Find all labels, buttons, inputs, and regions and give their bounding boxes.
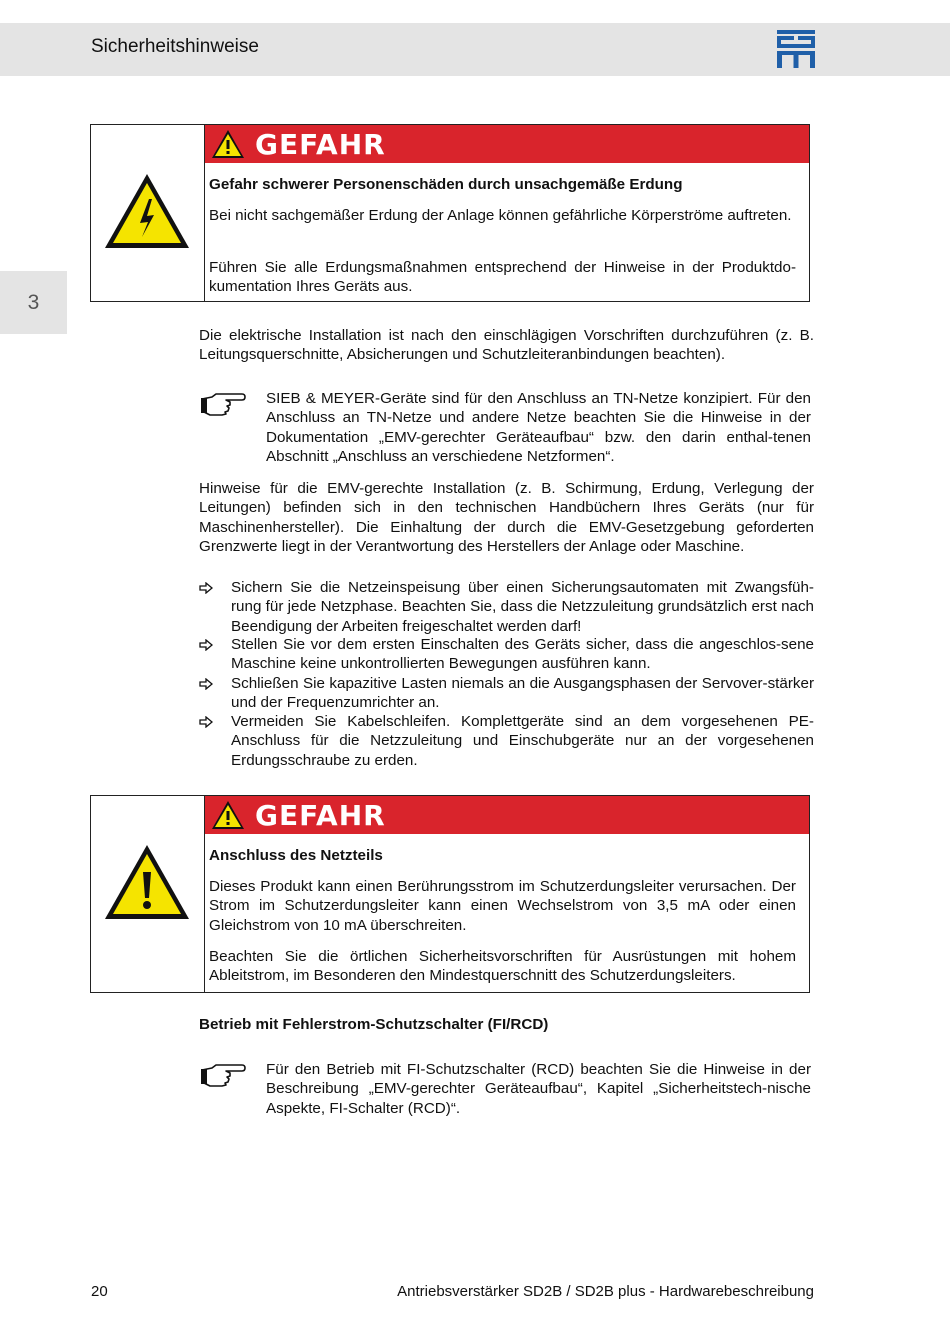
sieb-meyer-logo-icon: [777, 30, 815, 68]
danger-title: Gefahr schwerer Personenschäden durch unsachgemäße Erdung: [209, 176, 683, 193]
arrow-right-icon: [199, 678, 213, 690]
electric-shock-warning-icon: [102, 171, 192, 251]
arrow-right-icon: [199, 716, 213, 728]
danger-box-power-supply: [90, 795, 810, 993]
danger-box-grounding: [90, 124, 810, 302]
bullet-item: Schließen Sie kapazitive Lasten niemals an die Ausgangsphasen der Servover-stärker und der Frequenzumrichter an.: [231, 675, 814, 712]
danger-paragraph: Beachten Sie die örtlichen Sicherheitsvorschriften für Ausrüstungen mit hohem Ableitstrom, im Besonderen den Mindestquerschnitt des Schutzerdungsleiters.: [209, 948, 796, 985]
danger-title: Anschluss des Netzteils: [209, 847, 383, 864]
note-paragraph: Für den Betrieb mit FI-Schutzschalter (RCD) beachten Sie die Hinweise in der Beschreibung „EMV-gerechter Geräteaufbau“, Kapitel „Sicherheitstech-nische Aspekte, FI-Schalter (RCD)“.: [266, 1061, 811, 1117]
section-heading: Betrieb mit Fehlerstrom-Schutzschalter (FI/RCD): [199, 1016, 549, 1033]
danger-icon-cell: [91, 796, 205, 992]
danger-paragraph: Bei nicht sachgemäßer Erdung der Anlage können gefährliche Körperströme auftreten.: [209, 207, 792, 224]
danger-icon-cell: [91, 125, 205, 301]
danger-paragraph: Führen Sie alle Erdungsmaßnahmen entsprechend der Hinweise in der Produktdo-kumentation Ihres Geräts aus.: [209, 259, 796, 296]
general-warning-icon: [102, 842, 192, 922]
footer-document-title: Antriebsverstärker SD2B / SD2B plus - Hardwarebeschreibung: [397, 1283, 814, 1300]
danger-header: [205, 796, 809, 834]
pointing-hand-icon: [200, 391, 246, 417]
pointing-hand-icon: [200, 1062, 246, 1088]
intro-paragraph: Die elektrische Installation ist nach den einschlägigen Vorschriften durchzuführen (z. B. Leitungsquerschnitte, Absicherungen und Schutzleiteranbindungen beachten).: [199, 327, 814, 364]
note-paragraph: SIEB & MEYER-Geräte sind für den Anschluss an TN-Netze konzipiert. Für den Anschluss an TN-Netze und andere Netze beachten Sie die Hinweise in der Dokumentation „EMV-gerechter Geräteaufbau“ bzw. den darin enthal-tenen Abschnitt „Anschluss an verschiedene Netzformen“.: [266, 390, 811, 465]
bullet-item: Sichern Sie die Netzeinspeisung über einen Sicherungsautomaten mit Zwangsfüh-rung für jede Netzphase. Beachten Sie, dass die Netzzuleitung grundsätzlich erst nach Beendigung der Arbeiten freigeschaltet werden darf!: [231, 579, 814, 635]
arrow-right-icon: [199, 639, 213, 651]
danger-label: GEFAHR: [255, 128, 386, 161]
warning-triangle-icon: [211, 800, 245, 830]
footer-page-number: 20: [91, 1283, 108, 1300]
arrow-right-icon: [199, 582, 213, 594]
bullet-item: Stellen Sie vor dem ersten Einschalten des Geräts sicher, dass die angeschlos-sene Maschine keine unkontrollierten Bewegungen ausführen kann.: [231, 636, 814, 673]
danger-header: [205, 125, 809, 163]
chapter-number: 3: [27, 291, 40, 314]
chapter-tab: [0, 271, 67, 334]
warning-triangle-icon: [211, 129, 245, 159]
danger-label: GEFAHR: [255, 799, 386, 832]
danger-paragraph: Dieses Produkt kann einen Berührungsstrom im Schutzerdungsleiter verursachen. Der Strom im Schutzerdungsleiter kann einen Wechselstrom von 3,5 mA oder einen Gleichstrom von 10 mA überschreiten.: [209, 878, 796, 934]
bullet-item: Vermeiden Sie Kabelschleifen. Komplettgeräte sind an dem vorgesehenen PE-Anschluss für die Netzzuleitung und Einschubgeräte nur an der vorgesehenen Erdungsschraube zu erden.: [231, 713, 814, 769]
page-title: Sicherheitshinweise: [91, 36, 259, 57]
emv-paragraph: Hinweise für die EMV-gerechte Installation (z. B. Schirmung, Erdung, Verlegung der Leitungen) befinden sich in den technischen Handbüchern Ihres Geräts (nur für Maschinenhersteller). Die Einhaltung der durch die EMV-Gesetzgebung geforderten Grenzwerte liegt in der Verantwortung des Herstellers der Anlage oder Maschine.: [199, 480, 814, 555]
